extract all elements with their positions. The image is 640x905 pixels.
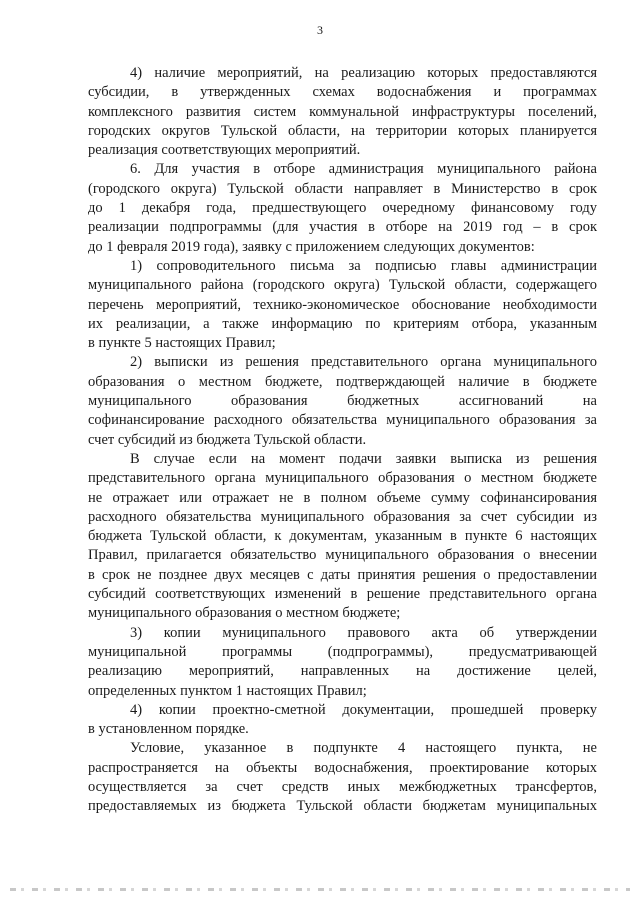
text-line: В случае если на момент подачи заявки выписка из решения [130, 450, 597, 467]
text-line: реализация соответствующих мероприятий. [88, 142, 361, 159]
text-line: 3) копии муниципального правового акта об утверждении [130, 624, 597, 641]
text-line: 2) выписки из решения представительного органа муниципального [130, 354, 597, 371]
text-line: субсидии, в утвержденных схемах водоснабжения и программах [88, 84, 597, 101]
text-line: распространяется на объекты водоснабжения, проектирование которых [88, 759, 597, 776]
body-text [88, 64, 597, 817]
text-line: в пункте 5 настоящих Правил; [88, 335, 276, 352]
text-line: до 1 декабря года, предшествующего очередному финансовому году [88, 200, 597, 217]
text-line: комплексного развития систем коммунальной инфраструктуры поселений, [88, 103, 597, 120]
text-line: реализации подпрограммы (для участия в отборе на 2019 год – в срок [88, 219, 597, 236]
text-line: муниципального образования бюджетных ассигнований на [88, 393, 597, 410]
text-line: 6. Для участия в отборе администрация муниципального района [130, 161, 597, 178]
text-line: осуществляется за счет средств иных межбюджетных трансфертов, [88, 778, 597, 795]
text-line: 1) сопроводительного письма за подписью главы администрации [130, 257, 597, 274]
text-line: до 1 февраля 2019 года), заявку с приложением следующих документов: [88, 238, 535, 255]
text-line: предоставляемых из бюджета Тульской области бюджетам муниципальных [88, 798, 597, 815]
text-line: субсидий соответствующих изменений в решение представительного органа [88, 586, 597, 603]
text-line: муниципального района (городского округа) Тульской области, содержащего [88, 277, 597, 294]
text-line: городских округов Тульской области, на территории которых планируется [88, 122, 597, 139]
text-line: Правил, прилагается обязательство муниципального образования о внесении [88, 547, 597, 564]
text-line: 4) копии проектно-сметной документации, прошедшей проверку [130, 701, 597, 718]
text-line: муниципальной программы (подпрограммы), предусматривающей [88, 643, 597, 660]
text-line: Условие, указанное в подпункте 4 настоящего пункта, не [130, 740, 597, 757]
text-line: определенных пунктом 1 настоящих Правил; [88, 682, 367, 699]
text-line: образования о местном бюджете, подтверждающей наличие в бюджете [88, 373, 597, 390]
text-line: счет субсидий из бюджета Тульской области. [88, 431, 367, 448]
text-line: не отражает или отражает не в полном объеме сумму софинансирования [88, 489, 597, 506]
text-line: реализацию мероприятий, направленных на достижение целей, [88, 663, 597, 680]
text-line: (городского округа) Тульской области направляет в Министерство в срок [88, 180, 597, 197]
text-line: представительного органа муниципального образования о местном бюджете [88, 470, 597, 487]
scan-artifact-strip [10, 888, 630, 891]
text-line: их реализации, а также информацию по критериям отбора, указанным [88, 315, 597, 332]
text-line: софинансирование расходного обязательства муниципального образования за [88, 412, 597, 429]
text-line: перечень мероприятий, технико-экономическое обоснование необходимости [88, 296, 597, 313]
text-line: 4) наличие мероприятий, на реализацию которых предоставляются [130, 65, 597, 81]
text-line: бюджета Тульской области, к документам, указанным в пункте 6 настоящих [88, 528, 597, 545]
text-line: расходного обязательства муниципального образования за счет субсидии из [88, 508, 597, 525]
text-line: в установленном порядке. [88, 721, 249, 738]
text-line: муниципального образования о местном бюджете; [88, 605, 401, 622]
page-number: 3 [317, 23, 323, 37]
text-line: в срок не позднее двух месяцев с даты принятия решения о предоставлении [88, 566, 597, 583]
